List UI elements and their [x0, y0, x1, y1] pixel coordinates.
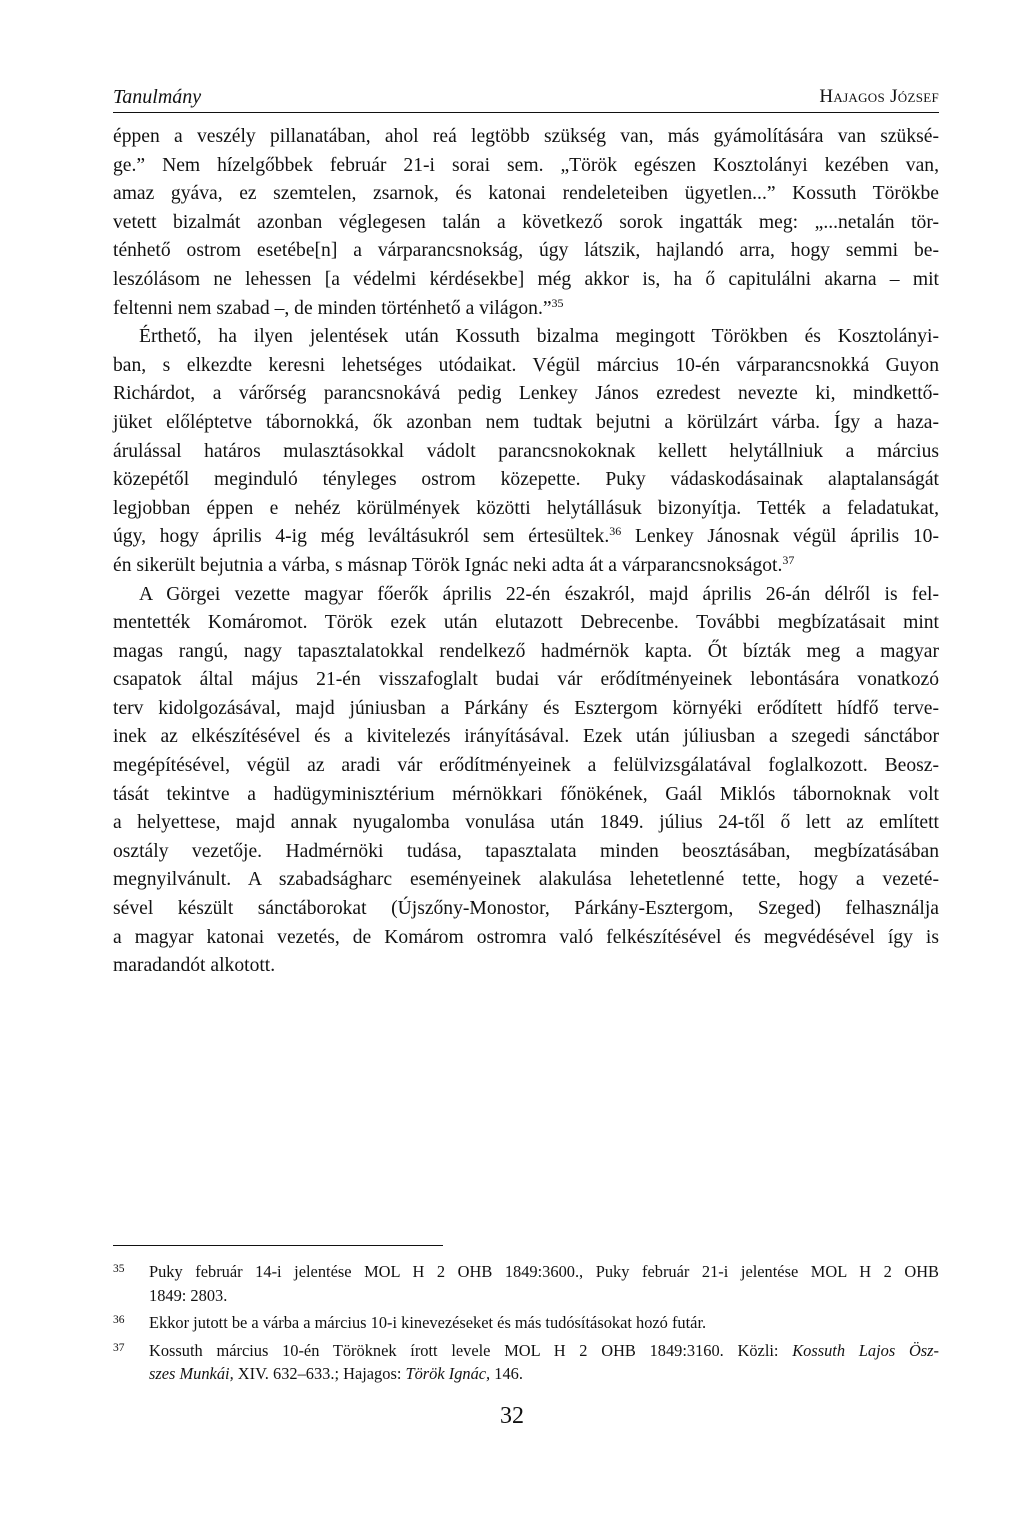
footnote-ref-36[interactable]: 36 [609, 524, 622, 539]
footnote-line [149, 1362, 939, 1386]
text-line: a magyar katonai vezetés, de Komárom ostromra való felkészítésével és megvédésével így is [113, 926, 939, 948]
text-line-content: úgy, hogy április 4-ig még leváltásukról sem értesültek. [113, 526, 610, 548]
text-line-content: Lenkey Jánosnak végül április 10- [621, 526, 940, 548]
text-line: magas rangú, nagy tapasztalatokkal rendelkező hadmérnök kapta. Őt bízták meg a magyar [113, 640, 939, 662]
text-line: mentették Komáromot. Török ezek után elutazott Debrecenbe. További megbízatásait mint [113, 612, 939, 634]
footnote-ref-35[interactable]: 35 [551, 295, 564, 310]
text-line: Richárdot, a várőrség parancsnokává pedig Lenkey János ezredest nevezte ki, mindkettő- [113, 383, 939, 405]
running-head-title: Tanulmány [113, 86, 202, 108]
text-line: éppen a veszély pillanatában, ahol reá legtöbb szükség van, más gyámolítására van szüksé- [113, 126, 939, 147]
footnote-text: XIV. 632–633.; Hajagos: [233, 1364, 406, 1383]
text-line: ban, s elkezdte keresni lehetséges utódaikat. Végül március 10-én várparancsnokká Guyon [113, 354, 939, 376]
footnote-line: Puky február 14-i jelentése MOL H 2 OHB 1849:3600., Puky február 21-i jelentése MOL H 2 OHB [149, 1262, 939, 1281]
text-line: közepétől meginduló tényleges ostrom közepette. Puky vádaskodásainak alaptalanságát [113, 469, 939, 491]
text-line: maradandót alkotott. [113, 955, 276, 977]
paragraph-3 [113, 581, 939, 981]
body-text [113, 123, 939, 981]
footnote-35 [113, 1260, 939, 1307]
text-line: ténhető ostrom esetébe[n] a várparancsnokság, úgy látszik, hajlandó arra, hogy semmi be- [113, 240, 939, 262]
text-line: Érthető, ha ilyen jelentések után Kossuth bizalma megingott Törökben és Kosztolányi- [139, 326, 939, 348]
footnote-36 [113, 1311, 939, 1335]
footnote-text: Kossuth március 10-én Töröknek írott levele MOL H 2 OHB 1849:3160. Közli: [149, 1340, 793, 1360]
footnote-title: Török Ignác, [405, 1364, 491, 1383]
text-line: megnyilvánult. A szabadságharc eseményeinek alakulása lehetetlenné tette, hogy a vezeté- [113, 869, 939, 891]
text-line: tását tekintve a hadügyminisztérium mérnökkari főnökének, Gaál Miklós tábornoknak volt [113, 783, 939, 805]
text-line: leszólásom ne lehessen [a védelmi kérdésekbe] még akkor is, ha ő capitulálni akarna – mit [113, 268, 939, 290]
running-head [113, 84, 939, 113]
footnote-number: 35 [113, 1263, 125, 1275]
text-line-content: én sikerült bejutnia a várba, s másnap Török Ignác neki adta át a várparancsnokságot. [113, 554, 783, 576]
text-line: vetett bizalmát azonban véglegesen talán a következő sorok ingatták meg: „...netalán tör- [113, 211, 939, 233]
text-line: ge.” Nem hízelgőbbek február 21-i sorai sem. „Török egészen Kosztolányi kezében van, [113, 154, 939, 176]
text-line [113, 552, 939, 581]
page-number: 32 [500, 1403, 524, 1429]
text-line-content: feltenni nem szabad –, de minden történhető a világon.” [113, 297, 552, 319]
text-line: osztály vezetője. Hadmérnöki tudása, tapasztalata minden beosztásában, megbízatásában [113, 840, 939, 862]
text-line: megépítésével, végül az aradi vár erődítményeinek a felülvizsgálatával foglalkozott. Beosz- [113, 755, 939, 777]
text-line [113, 523, 939, 552]
text-line: amaz gyáva, ez szemtelen, zsarnok, és katonai rendeleteiben ügyetlen...” Kossuth Törökbe [113, 183, 939, 205]
text-line: sével készült sánctáborokat (Újszőny-Monostor, Párkány-Esztergom, Szeged) felhasználja [113, 898, 939, 920]
footnote-text: 146. [490, 1364, 523, 1383]
text-line: a helyettese, majd annak nyugalomba vonulása után 1849. július 24-től ő lett az említett [113, 812, 939, 834]
footnote-line [149, 1339, 939, 1363]
text-line: legjobban éppen e nehéz körülmények közötti helytállásuk bizonyítja. Tették a feladatukat, [113, 497, 939, 519]
footnotes [113, 1245, 939, 1390]
text-line: inek az elkészítésével és a kivitelezés irányításával. Ezek után júliusban a szegedi sánctábor [113, 726, 939, 748]
paragraph-1 [113, 123, 939, 323]
page [113, 84, 939, 981]
footnote-number: 36 [113, 1314, 125, 1326]
footnote-line: 1849: 2803. [149, 1285, 228, 1305]
text-line: jüket előléptetve tábornokká, ők azonban nem tudtak bejutni a körülzárt várba. Így a haza- [113, 411, 939, 433]
footnote-line: Ekkor jutott be a várba a március 10-i kinevezéseket és más tudósításokat hozó futár. [149, 1313, 707, 1332]
footnote-ref-37[interactable]: 37 [782, 552, 795, 567]
text-line: A Görgei vezette magyar főerők április 22-én északról, majd április 26-án délről is fel- [139, 583, 939, 605]
footnote-37 [113, 1339, 939, 1386]
text-line: terv kidolgozásával, majd júniusban a Párkány és Esztergom környéki erődített hídfő terve- [113, 697, 939, 719]
text-line: árulással határos mulasztásokkal vádolt parancsnokoknak kellett helytállniuk a március [113, 440, 939, 462]
paragraph-2 [113, 323, 939, 580]
text-line: csapatok által május 21-én visszafoglalt budai vár erődítményeinek lebontására vonatkozó [113, 669, 939, 691]
footnote-number: 37 [113, 1341, 125, 1354]
footnote-title: szes Munkái, [149, 1364, 234, 1383]
running-head-author: Hajagos József [819, 86, 939, 107]
text-line [113, 295, 939, 324]
footnote-separator [113, 1245, 443, 1246]
footnote-title: Kossuth Lajos Ösz- [792, 1340, 939, 1360]
